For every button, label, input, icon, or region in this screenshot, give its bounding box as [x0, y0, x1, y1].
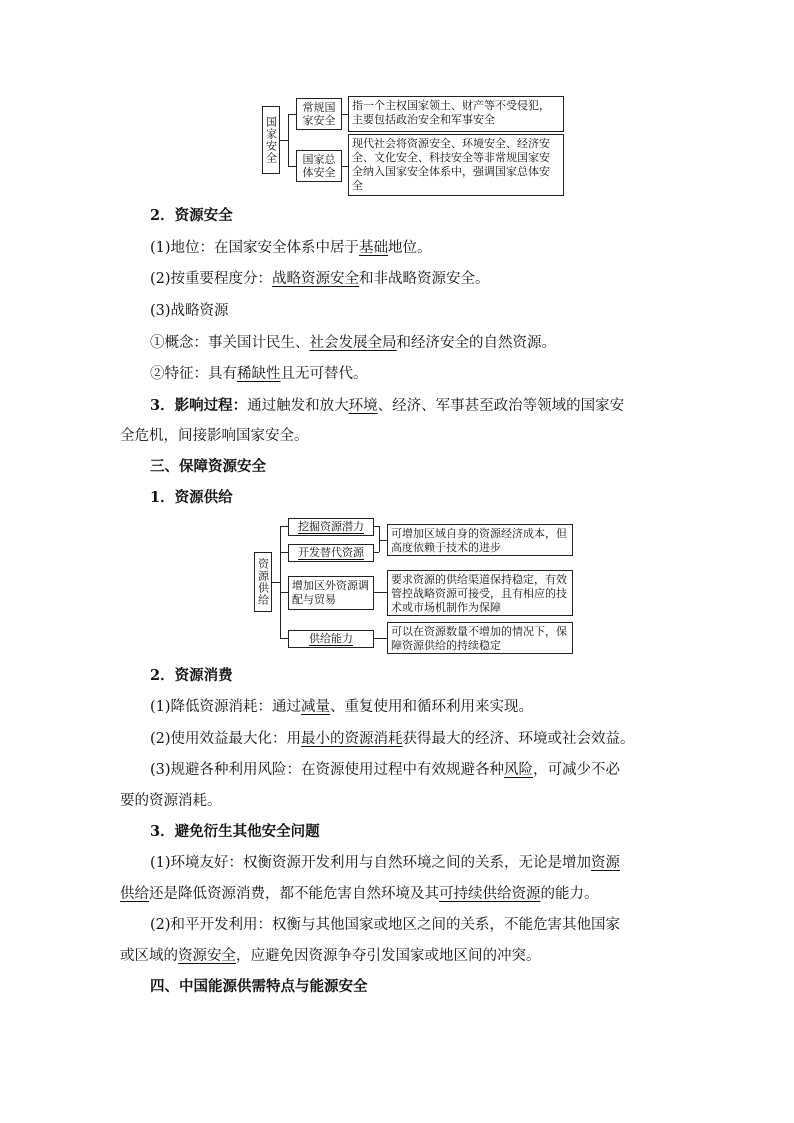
part3-title: 三、保障资源安全 — [150, 458, 266, 475]
sec33-p2-line1: (2)和平开发利用：权衡与其他国家或地区之间的关系，不能危害其他国家 — [150, 917, 621, 933]
diagram2-desc-3: 可以在资源数量不增加的情况下，保障资源供给的持续稳定 — [387, 622, 573, 654]
sec32-title: 2．资源消费 — [150, 667, 233, 684]
sec3-p-line2: 全危机，间接影响国家安全。 — [120, 428, 309, 444]
diagram1-node-overall: 国家总体安全 — [296, 150, 342, 182]
sec32-p3-line2: 要的资源消耗。 — [120, 793, 222, 809]
sec2-p2: (2)按重要程度分：战略资源安全和非战略资源安全。 — [150, 271, 490, 287]
diagram1-desc-conventional: 指一个主权国家领土、财产等不受侵犯，主要包括政治安全和军事安全 — [348, 96, 564, 132]
sec3-p-line1: 3．影响过程：通过触发和放大环境、经济、军事甚至政治等领域的国家安 — [150, 397, 625, 414]
diagram2-node-trade: 增加区外资源调配与贸易 — [288, 576, 374, 610]
diagram2-root: 资源供给 — [254, 552, 272, 612]
sec32-p3-line1: (3)规避各种利用风险：在资源使用过程中有效规避各种风险，可减少不必 — [150, 762, 621, 778]
sec2-title: 2．资源安全 — [150, 207, 233, 224]
sec33-p2-line2: 或区域的资源安全，应避免因资源争夺引发国家或地区间的冲突。 — [120, 948, 541, 964]
diagram1-root: 国家安全 — [262, 106, 280, 174]
diagram1-node-conventional: 常规国家安全 — [296, 98, 342, 130]
part4-title: 四、中国能源供需特点与能源安全 — [150, 978, 368, 995]
sec2-p3: (3)战略资源 — [150, 303, 229, 319]
diagram2-desc-1: 可增加区域自身的资源经济成本，但高度依赖于技术的进步 — [387, 524, 573, 556]
sec32-p2: (2)使用效益最大化：用最小的资源消耗获得最大的经济、环境或社会效益。 — [150, 731, 635, 747]
diagram1-desc-overall: 现代社会将资源安全、环境安全、经济安全、文化安全、科技安全等非常规国家安全纳入国家安全体系中，强调国家总体安全 — [348, 134, 564, 196]
sec2-p5: ②特征：具有稀缺性且无可替代。 — [150, 366, 368, 382]
sec31-title: 1．资源供给 — [150, 489, 233, 506]
sec2-p1: (1)地位：在国家安全体系中居于基础地位。 — [150, 240, 432, 256]
diagram2-node-substitute: 开发替代资源 — [288, 544, 374, 562]
diagram2-node-capacity: 供给能力 — [288, 630, 374, 648]
diagram2-desc-2: 要求资源的供给渠道保持稳定，有效管控战略资源可接受，且有相应的技术或市场机制作为保障 — [387, 570, 573, 616]
sec33-title: 3．避免衍生其他安全问题 — [150, 823, 320, 840]
diagram2-node-potential: 挖掘资源潜力 — [288, 518, 374, 536]
sec32-p1: (1)降低资源消耗：通过减量、重复使用和循环利用来实现。 — [150, 699, 534, 715]
sec33-p1-line2: 供给还是降低资源消费，都不能危害自然环境及其可持续供给资源的能力。 — [120, 886, 599, 902]
sec33-p1-line1: (1)环境友好：权衡资源开发利用与自然环境之间的关系，无论是增加资源 — [150, 855, 621, 871]
sec2-p4: ①概念：事关国计民生、社会发展全局和经济安全的自然资源。 — [150, 335, 556, 351]
